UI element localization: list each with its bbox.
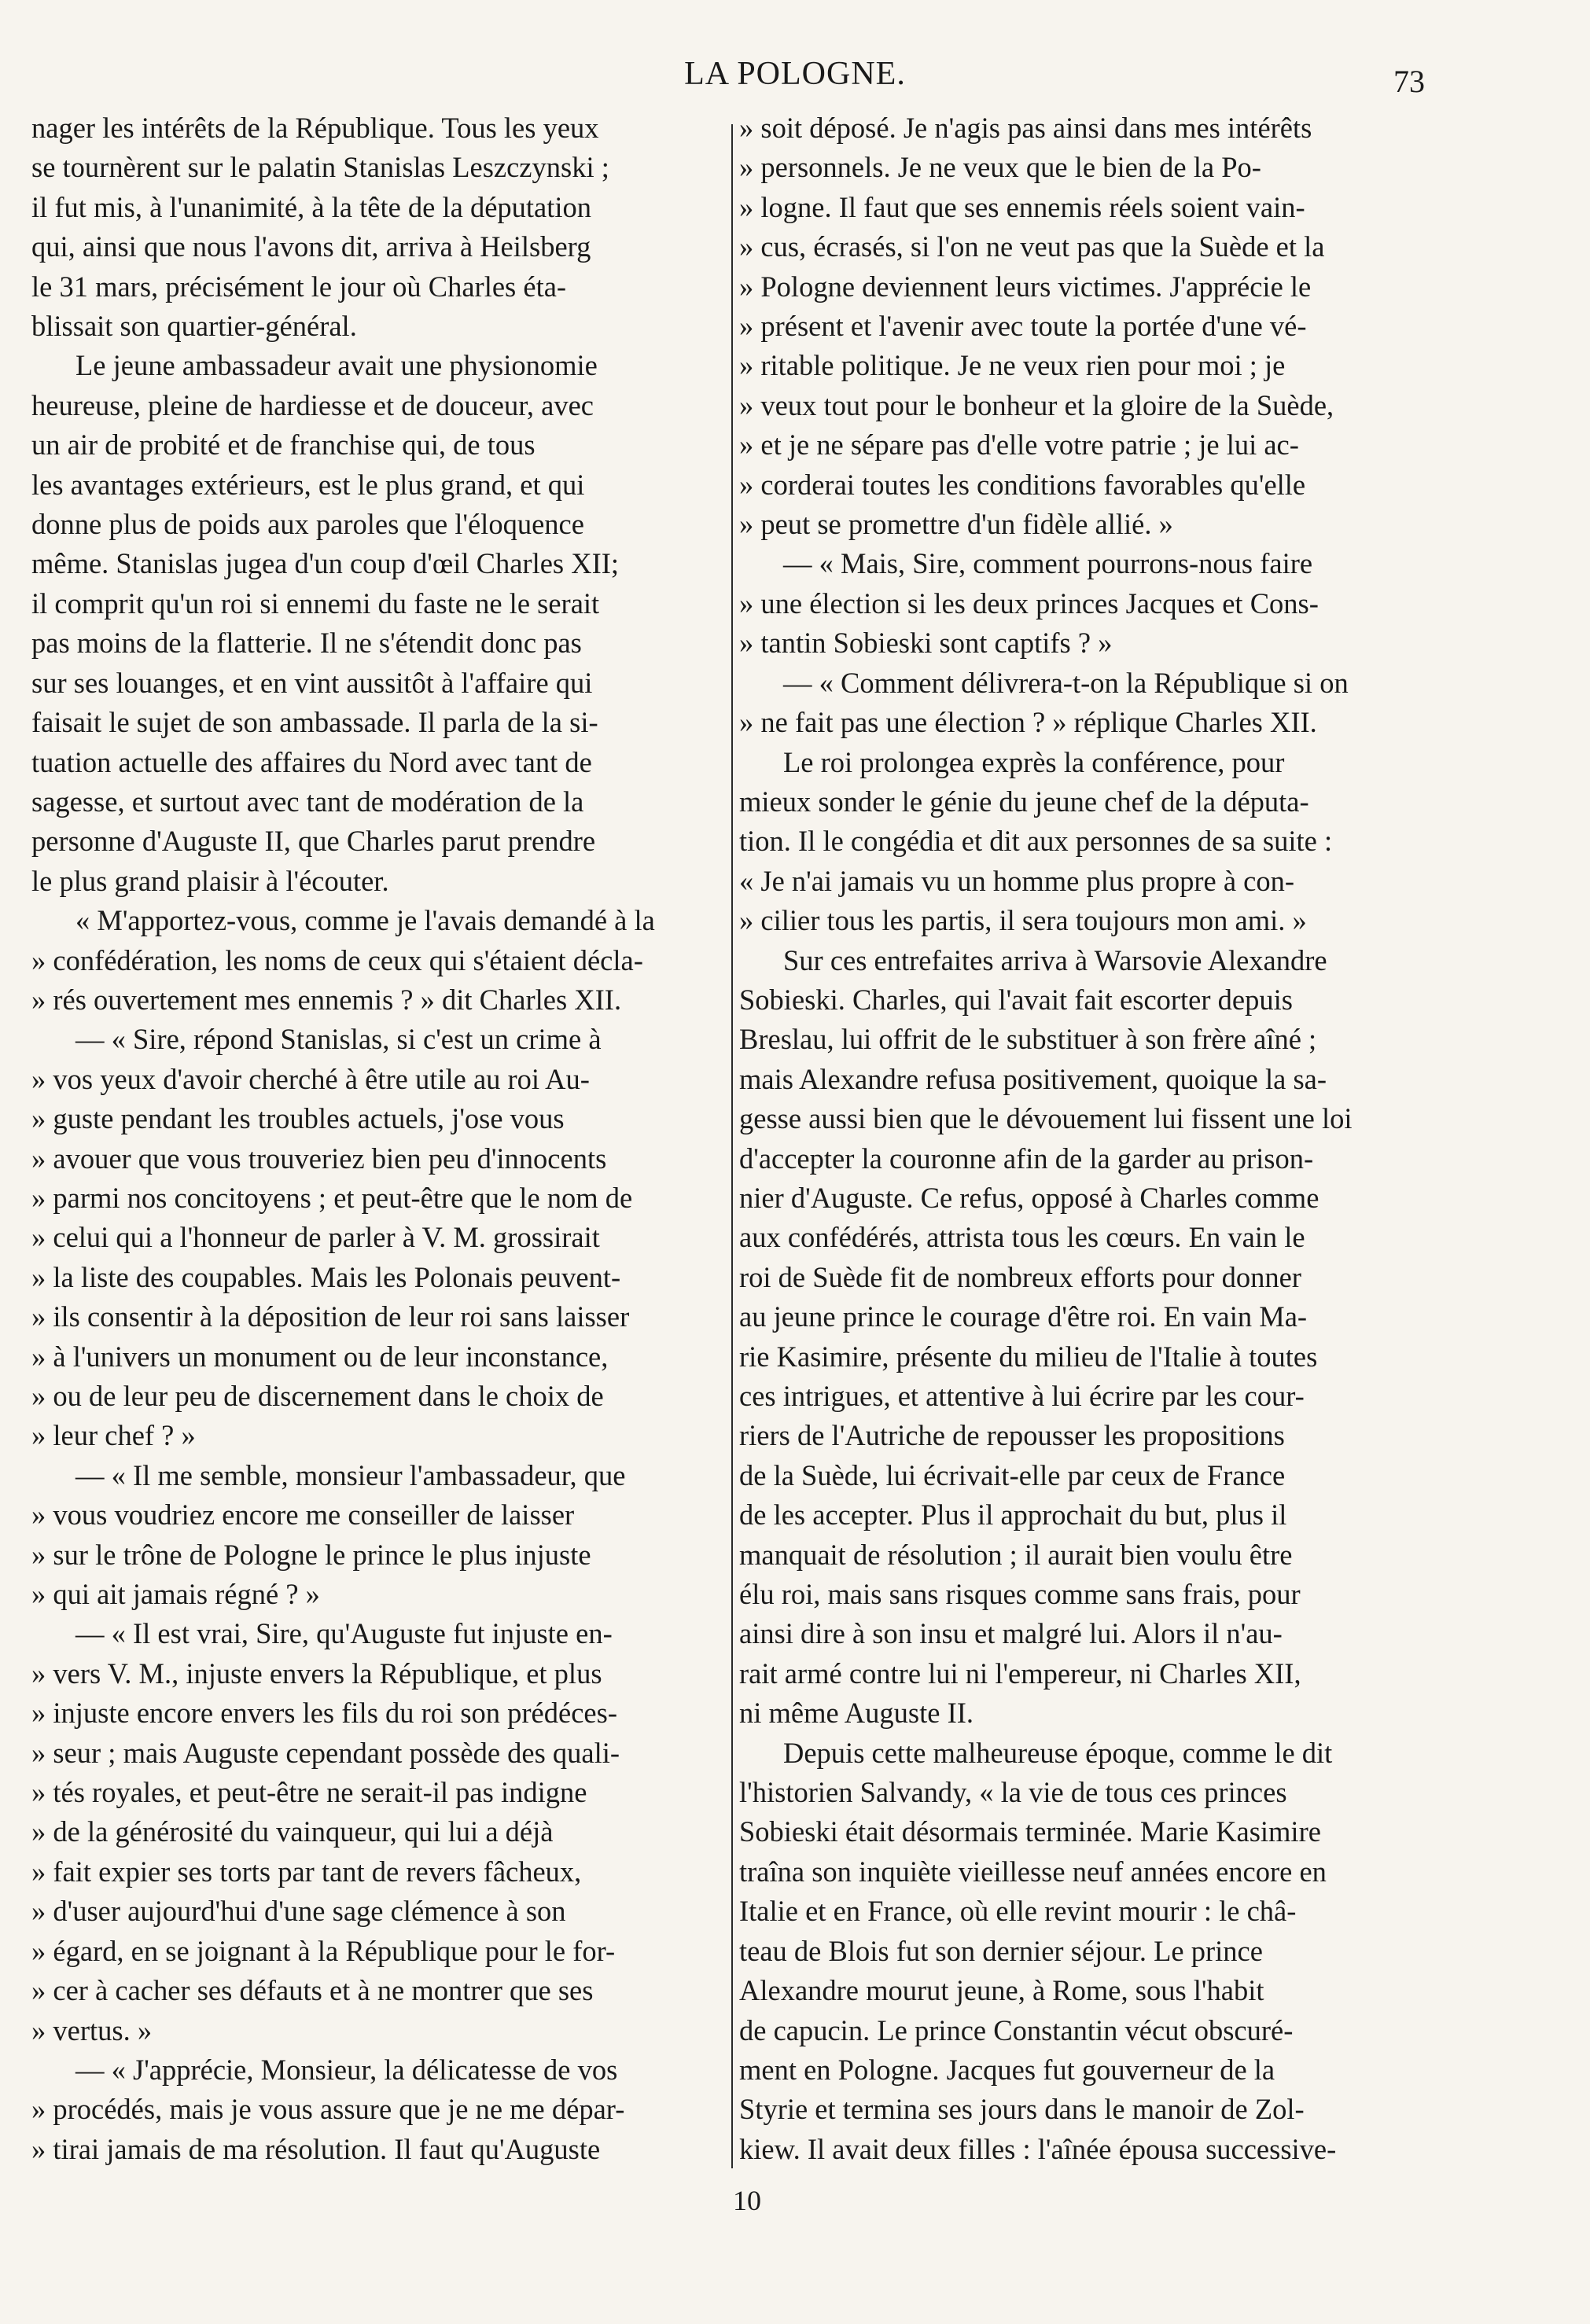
text-line: faisait le sujet de son ambassade. Il parla de la si- [31,706,598,739]
text-line: » tantin Sobieski sont captifs ? » [739,627,1113,660]
text-line: traîna son inquiète vieillesse neuf années encore en [739,1855,1327,1888]
text-line: Depuis cette malheureuse époque, comme le dit [783,1736,1333,1769]
text-line: se tournèrent sur le palatin Stanislas Leszczynski ; [31,151,609,184]
text-line: — « Sire, répond Stanislas, si c'est un crime à [75,1023,602,1056]
text-line: » ils consentir à la déposition de leur roi sans laisser [31,1300,630,1333]
text-line: le 31 mars, précisément le jour où Charles éta- [31,270,567,303]
text-line: » corderai toutes les conditions favorables qu'elle [739,468,1306,501]
text-line: kiew. Il avait deux filles : l'aînée épousa successive- [739,2132,1337,2165]
text-line: qui, ainsi que nous l'avons dit, arriva à Heilsberg [31,230,591,263]
text-line: les avantages extérieurs, est le plus grand, et qui [31,468,585,501]
text-line: — « Il me semble, monsieur l'ambassadeur, que [75,1458,626,1491]
text-line: le plus grand plaisir à l'écouter. [31,864,389,897]
text-line: » tés royales, et peut-être ne serait-il pas indigne [31,1776,587,1809]
text-line: » guste pendant les troubles actuels, j'ose vous [31,1102,565,1135]
text-line: tuation actuelle des affaires du Nord avec tant de [31,745,592,778]
text-line: » procédés, mais je vous assure que je ne me dépar- [31,2093,625,2126]
printer-signature: 10 [733,2185,761,2216]
text-line: au jeune prince le courage d'être roi. En vain Ma- [739,1300,1308,1333]
text-line: il comprit qu'un roi si ennemi du faste ne le serait [31,587,600,620]
text-line: — « Mais, Sire, comment pourrons-nous faire [783,547,1313,580]
text-line: de les accepter. Plus il approchait du but, plus il [739,1498,1287,1532]
text-line: » ne fait pas une élection ? » réplique Charles XII. [739,706,1317,739]
text-line: » égard, en se joignant à la République pour le for- [31,1934,616,1967]
text-line: » avouer que vous trouveriez bien peu d'innocents [31,1142,607,1175]
text-line: » rés ouvertement mes ennemis ? » dit Charles XII. [31,983,622,1016]
text-line: » tirai jamais de ma résolution. Il faut qu'Auguste [31,2132,601,2165]
text-line: gesse aussi bien que le dévouement lui fissent une loi [739,1102,1353,1135]
text-line: pas moins de la flatterie. Il ne s'étendit donc pas [31,627,582,660]
text-line: » cer à cacher ses défauts et à ne montrer que ses [31,1974,594,2007]
text-line: » injuste encore envers les fils du roi son prédéces- [31,1697,617,1730]
text-line: » ritable politique. Je ne veux rien pour moi ; je [739,349,1286,382]
text-line: sagesse, et surtout avec tant de modération de la [31,785,584,818]
text-line: » logne. Il faut que ses ennemis réels soient vain- [739,190,1305,223]
text-line: ment en Pologne. Jacques fut gouverneur de la [739,2053,1275,2086]
right-column [739,108,1431,2169]
text-line: Le roi prolongea exprès la conférence, pour [783,745,1285,778]
text-line: ces intrigues, et attentive à lui écrire par les cour- [739,1380,1305,1412]
text-line: » celui qui a l'honneur de parler à V. M. grossirait [31,1221,600,1254]
text-line: l'historien Salvandy, « la vie de tous ces princes [739,1776,1287,1809]
text-line: » seur ; mais Auguste cependant possède des quali- [31,1736,620,1769]
page-number: 73 [1393,64,1425,99]
column-divider [731,124,733,2168]
text-line: rait armé contre lui ni l'empereur, ni Charles XII, [739,1657,1301,1690]
text-line: donne plus de poids aux paroles que l'éloquence [31,508,584,541]
text-line: Alexandre mourut jeune, à Rome, sous l'habit [739,1974,1264,2007]
text-line: » cilier tous les partis, il sera toujours mon ami. » [739,904,1307,937]
text-line: — « Il est vrai, Sire, qu'Auguste fut injuste en- [75,1617,613,1650]
text-line: » fait expier ses torts par tant de revers fâcheux, [31,1855,582,1888]
text-line: Breslau, lui offrit de le substituer à son frère aîné ; [739,1023,1317,1056]
text-line: » de la générosité du vainqueur, qui lui a déjà [31,1815,554,1848]
text-line: » d'user aujourd'hui d'une sage clémence à son [31,1895,566,1928]
text-line: tion. Il le congédia et dit aux personnes de sa suite : [739,825,1333,858]
text-line: teau de Blois fut son dernier séjour. Le prince [739,1934,1263,1967]
text-line: personne d'Auguste II, que Charles parut prendre [31,825,596,858]
text-line: rie Kasimire, présente du milieu de l'Italie à toutes [739,1340,1318,1373]
left-column [31,108,723,2169]
text-line: Le jeune ambassadeur avait une physionomie [75,349,598,382]
text-line: » Pologne deviennent leurs victimes. J'apprécie le [739,270,1312,303]
text-line: de capucin. Le prince Constantin vécut obscuré- [739,2013,1294,2046]
text-line: un air de probité et de franchise qui, de tous [31,428,536,461]
text-line: » à l'univers un monument ou de leur inconstance, [31,1340,609,1373]
text-line: » parmi nos concitoyens ; et peut-être que le nom de [31,1181,633,1214]
text-line: » une élection si les deux princes Jacques et Cons- [739,587,1319,620]
text-line: » vers V. M., injuste envers la République, et plus [31,1657,602,1690]
text-line: Sobieski était désormais terminée. Marie Kasimire [739,1815,1321,1848]
text-line: blissait son quartier-général. [31,310,357,343]
text-line: » vous voudriez encore me conseiller de laisser [31,1498,575,1532]
text-line: » ou de leur peu de discernement dans le choix de [31,1380,604,1412]
running-title: LA POLOGNE. [684,56,906,92]
text-line: roi de Suède fit de nombreux efforts pour donner [739,1260,1301,1293]
text-line: » vos yeux d'avoir cherché à être utile au roi Au- [31,1062,590,1095]
text-line: ni même Auguste II. [739,1697,974,1730]
text-line: » peut se promettre d'un fidèle allié. » [739,508,1173,541]
text-line: » présent et l'avenir avec toute la portée d'une vé- [739,310,1307,343]
text-line: nier d'Auguste. Ce refus, opposé à Charles comme [739,1181,1319,1214]
text-line: — « J'apprécie, Monsieur, la délicatesse de vos [75,2053,618,2086]
text-line: riers de l'Autriche de repousser les propositions [739,1419,1285,1452]
text-line: » soit déposé. Je n'agis pas ainsi dans mes intérêts [739,112,1312,144]
text-line: » confédération, les noms de ceux qui s'étaient décla- [31,943,643,976]
text-line: mais Alexandre refusa positivement, quoique la sa- [739,1062,1327,1095]
text-line: » la liste des coupables. Mais les Polonais peuvent- [31,1260,621,1293]
text-line: » cus, écrasés, si l'on ne veut pas que la Suède et la [739,230,1325,263]
text-line: « Je n'ai jamais vu un homme plus propre à con- [739,864,1294,897]
text-line: » personnels. Je ne veux que le bien de la Po- [739,151,1261,184]
page-header [0,55,1590,102]
text-line: Sur ces entrefaites arriva à Warsovie Alexandre [783,943,1327,976]
text-line: « M'apportez-vous, comme je l'avais demandé à la [75,904,655,937]
text-line: aux confédérés, attrista tous les cœurs. En vain le [739,1221,1305,1254]
text-line: sur ses louanges, et en vint aussitôt à l'affaire qui [31,666,593,699]
text-line: il fut mis, à l'unanimité, à la tête de la députation [31,190,592,223]
text-line: Styrie et termina ses jours dans le manoir de Zol- [739,2093,1305,2126]
text-line: — « Comment délivrera-t-on la République si on [783,666,1349,699]
text-line: même. Stanislas jugea d'un coup d'œil Charles XII; [31,547,620,580]
text-line: de la Suède, lui écrivait-elle par ceux de France [739,1458,1286,1491]
text-line: » qui ait jamais régné ? » [31,1578,320,1611]
text-line: mieux sonder le génie du jeune chef de la députa- [739,785,1309,818]
text-line: » vertus. » [31,2013,153,2046]
text-line: » sur le trône de Pologne le prince le plus injuste [31,1538,591,1571]
text-line: » leur chef ? » [31,1419,196,1452]
text-line: ainsi dire à son insu et malgré lui. Alors il n'au- [739,1617,1283,1650]
text-line: d'accepter la couronne afin de la garder au prison- [739,1142,1314,1175]
text-line: » veux tout pour le bonheur et la gloire de la Suède, [739,388,1334,421]
text-line: Sobieski. Charles, qui l'avait fait escorter depuis [739,983,1293,1016]
text-line: manquait de résolution ; il aurait bien voulu être [739,1538,1293,1571]
text-line: Italie et en France, où elle revint mourir : le châ- [739,1895,1297,1928]
text-line: » et je ne sépare pas d'elle votre patrie ; je lui ac- [739,428,1299,461]
text-line: élu roi, mais sans risques comme sans frais, pour [739,1578,1301,1611]
text-line: nager les intérêts de la République. Tous les yeux [31,112,599,144]
text-line: heureuse, pleine de hardiesse et de douceur, avec [31,388,594,421]
